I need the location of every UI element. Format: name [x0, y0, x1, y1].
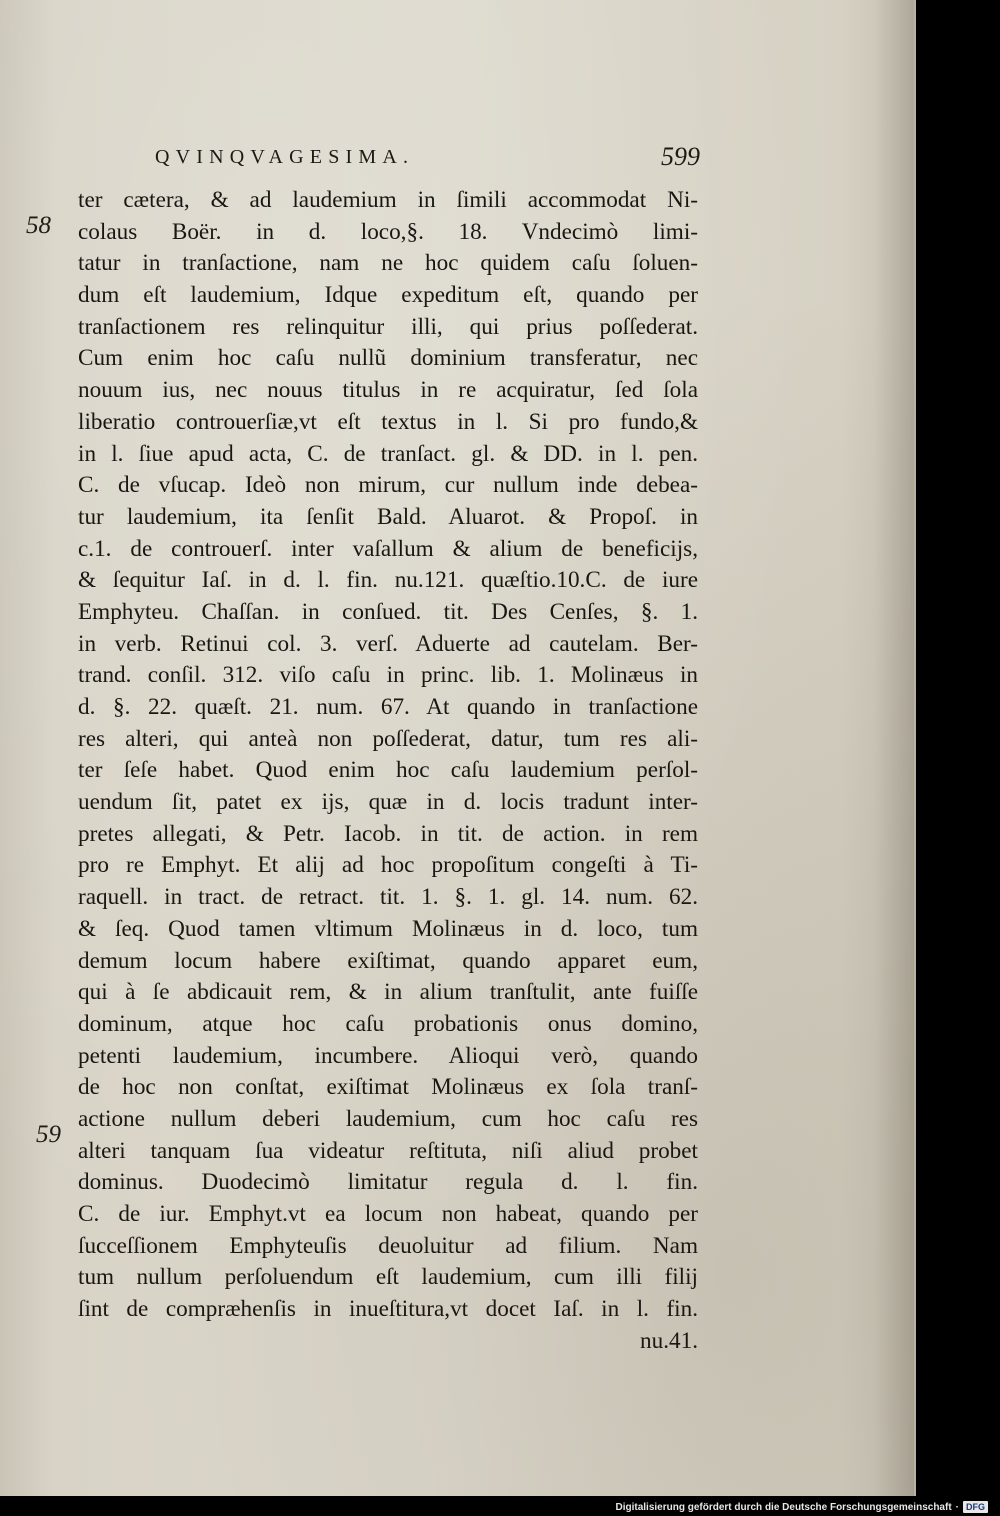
- credit-text: Digitalisierung gefördert durch die Deutsche Forschungsgemeinschaft: [615, 1501, 952, 1513]
- text-line: tum nullum perſoluendum eſt laudemium, cum illi filij: [78, 1264, 698, 1291]
- text-line: Cum enim hoc caſu nullũ dominium transferatur, nec: [78, 345, 698, 372]
- text-line: ter cætera, & ad laudemium in ſimili accommodat Ni-: [78, 187, 698, 213]
- text-line: tranſactionem res relinquitur illi, qui prius poſſederat.: [78, 313, 698, 340]
- page-number: 599: [661, 142, 700, 171]
- text-line: alteri tanquam ſua videatur reſtituta, niſi aliud probet: [78, 1137, 698, 1164]
- margin-number: 59: [36, 1121, 61, 1148]
- text-line: dominus. Duodecimò limitatur regula d. l. fin.: [78, 1169, 698, 1196]
- dfg-logo: DFG: [963, 1501, 988, 1513]
- body-text: [78, 185, 698, 1357]
- text-line: ter ſeſe habet. Quod enim hoc caſu laudemium perſol-: [78, 757, 698, 784]
- text-line: Emphyteu. Chaſſan. in conſued. tit. Des Cenſes, §. 1.: [78, 598, 698, 625]
- text-line: pro re Emphyt. Et alij ad hoc propoſitum congeſti à Ti-: [78, 852, 698, 879]
- text-line: liberatio controuerſiæ,vt eſt textus in l. Si pro fundo,&: [78, 408, 698, 435]
- text-line-last: nu.41.: [640, 1327, 698, 1354]
- page-header: [155, 142, 700, 174]
- text-line: colaus Boër. in d. loco,§. 18. Vndecimò limi-: [78, 218, 698, 245]
- text-line: raquell. in tract. de retract. tit. 1. §. 1. gl. 14. num. 62.: [78, 884, 698, 911]
- digitization-credit: [615, 1500, 988, 1514]
- text-line: & ſequitur Iaſ. in d. l. fin. nu.121. quæſtio.10.C. de iure: [78, 567, 698, 594]
- text-line: c.1. de controuerſ. inter vaſallum & alium de beneficijs,: [78, 535, 698, 562]
- running-head: QVINQVAGESIMA.: [155, 146, 415, 168]
- text-line: dum eſt laudemium, Idque expeditum eſt, quando per: [78, 282, 698, 309]
- text-line: qui à ſe abdicauit rem, & in alium tranſtulit, ante fuiſſe: [78, 979, 698, 1006]
- text-line: de hoc non conſtat, exiſtimat Molinæus ex ſola tranſ-: [78, 1074, 698, 1101]
- text-line: tatur in tranſactione, nam ne hoc quidem caſu ſoluen-: [78, 250, 698, 277]
- text-line: & ſeq. Quod tamen vltimum Molinæus in d. loco, tum: [78, 915, 698, 942]
- text-line: res alteri, qui anteà non poſſederat, datur, tum res ali-: [78, 725, 698, 752]
- text-line: dominum, atque hoc caſu probationis onus domino,: [78, 1010, 698, 1037]
- text-line: C. de iur. Emphyt.vt ea locum non habeat, quando per: [78, 1201, 698, 1227]
- text-line: trand. conſil. 312. viſo caſu in princ. lib. 1. Molinæus in: [78, 662, 698, 689]
- text-line: uendum ſit, patet ex ijs, quæ in d. locis tradunt inter-: [78, 789, 698, 816]
- margin-number: 58: [26, 212, 51, 239]
- text-line: ſint de compræhenſis in inueſtitura,vt docet Iaſ. in l. fin.: [78, 1296, 698, 1323]
- text-line: petenti laudemium, incumbere. Alioqui verò, quando: [78, 1042, 698, 1069]
- text-line: ſucceſſionem Emphyteuſis deuoluitur ad filium. Nam: [78, 1232, 698, 1259]
- text-line: C. de vſucap. Ideò non mirum, cur nullum inde debea-: [78, 472, 698, 499]
- text-line: tur laudemium, ita ſenſit Bald. Aluarot. & Propoſ. in: [78, 503, 698, 530]
- text-line: in l. ſiue apud acta, C. de tranſact. gl. & DD. in l. pen.: [78, 440, 698, 467]
- text-line: nouum ius, nec nouus titulus in re acquiratur, ſed ſola: [78, 377, 698, 404]
- text-line: d. §. 22. quæſt. 21. num. 67. At quando in tranſactione: [78, 694, 698, 720]
- text-line: in verb. Retinui col. 3. verſ. Aduerte ad cautelam. Ber-: [78, 630, 698, 657]
- separator: ·: [955, 1501, 959, 1513]
- text-line: demum locum habere exiſtimat, quando apparet eum,: [78, 947, 698, 974]
- text-line: actione nullum deberi laudemium, cum hoc caſu res: [78, 1105, 698, 1132]
- text-line: pretes allegati, & Petr. Iacob. in tit. de action. in rem: [78, 820, 698, 847]
